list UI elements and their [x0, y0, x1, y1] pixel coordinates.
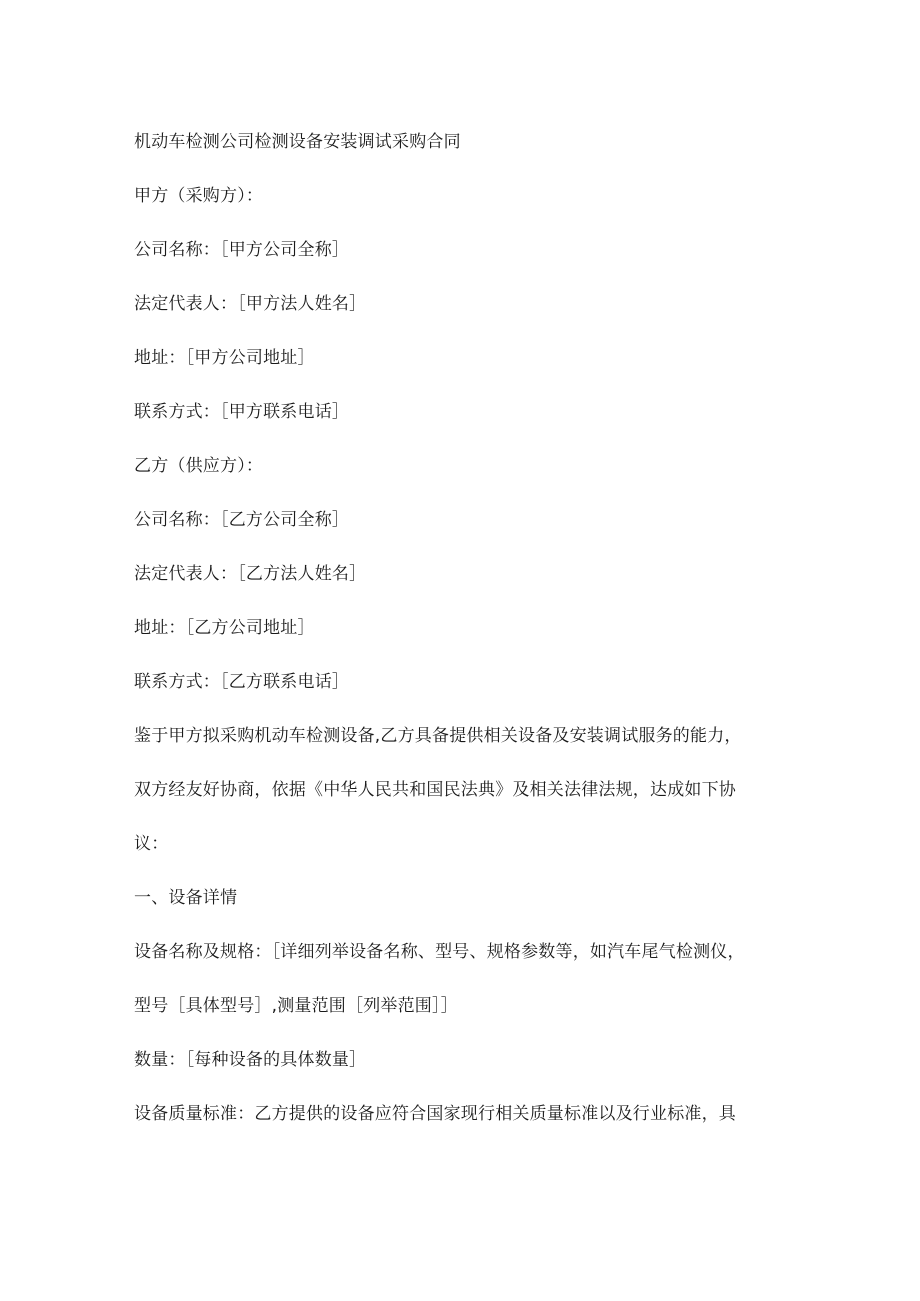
section-1-heading: 一、设备详情 [134, 888, 238, 908]
party-a-company: 公司名称：［甲方公司全称］ [134, 240, 350, 260]
party-b-legal-rep: 法定代表人：［乙方法人姓名］ [134, 564, 367, 584]
party-b-company: 公司名称：［乙方公司全称］ [134, 510, 350, 530]
party-a-legal-rep: 法定代表人：［甲方法人姓名］ [134, 294, 367, 314]
party-a-contact: 联系方式：［甲方联系电话］ [134, 402, 350, 422]
contract-title: 机动车检测公司检测设备安装调试采购合同 [134, 132, 461, 152]
equipment-spec-line-2: 型号［具体型号］,测量范围［列举范围］］ [134, 996, 458, 1016]
equipment-quantity: 数量：［每种设备的具体数量］ [134, 1050, 367, 1070]
party-b-address: 地址：［乙方公司地址］ [134, 618, 315, 638]
party-b-heading: 乙方（供应方）： [134, 456, 264, 476]
party-b-contact: 联系方式：［乙方联系电话］ [134, 672, 350, 692]
preamble-line-1: 鉴于甲方拟采购机动车检测设备,乙方具备提供相关设备及安装调试服务的能力， [134, 726, 742, 746]
party-a-address: 地址：［甲方公司地址］ [134, 348, 315, 368]
contract-body [134, 129, 754, 1155]
equipment-quality-standard: 设备质量标准：乙方提供的设备应符合国家现行相关质量标准以及行业标准，具 [134, 1104, 736, 1124]
equipment-spec-line-1: 设备名称及规格：［详细列举设备名称、型号、规格参数等，如汽车尾气检测仪， [134, 942, 745, 962]
preamble-line-3: 议： [134, 834, 169, 854]
party-a-heading: 甲方（采购方）： [134, 186, 264, 206]
preamble-line-2: 双方经友好协商，依据《中华人民共和国民法典》及相关法律法规，达成如下协 [134, 780, 736, 800]
